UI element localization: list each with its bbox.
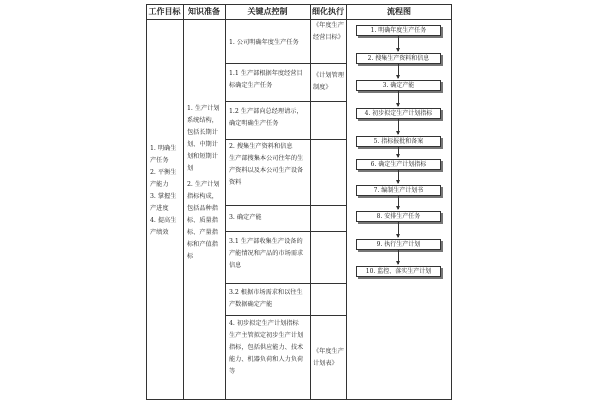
detail-doc: 《年度生产计划表》 <box>313 348 344 367</box>
flow-step: 2. 搜集生产资料和信息 <box>356 53 441 64</box>
flow-arrow <box>398 91 399 106</box>
key-point-3-2: 3.2 根据市场需求和以往生产数据确定产能 <box>229 289 303 308</box>
flow-arrow <box>398 196 399 209</box>
key-point-4: 4. 初步拟定生产计划指标 <box>229 320 299 327</box>
knowledge-item: 2. 生产计划指标构成，包括品种指标、质量指标、产量指标和产值指标 <box>187 181 220 260</box>
key-point-1-1: 1.1 生产部根据年度经营目标确定生产任务 <box>229 70 303 89</box>
row-divider <box>225 283 346 284</box>
key-point-1: 1. 公司明确年度生产任务 <box>229 39 299 46</box>
column-divider <box>346 4 347 400</box>
flow-step: 9. 执行生产计划 <box>356 239 441 250</box>
flow-arrow <box>398 222 399 237</box>
key-point-3-1: 3.1 生产部收集生产设备的产能情况和产品的市场需求信息 <box>229 238 304 269</box>
row-divider <box>225 101 346 102</box>
knowledge-item: 1. 生产计划系统结构，包括长期计划、中期计划和短期计划 <box>187 105 220 172</box>
flow-step: 7. 编制生产计划书 <box>356 185 441 196</box>
flow-arrow <box>398 250 399 264</box>
flow-step: 4. 初步拟定生产计划指标 <box>356 108 441 119</box>
key-point-1-2: 1.2 生产部向总经理请示，确定明确生产任务 <box>229 108 303 127</box>
key-point-2: 2. 搜集生产资料和信息 <box>229 143 293 150</box>
flow-step: 6. 确定生产计划指标 <box>356 159 441 170</box>
header-goal: 工作目标 <box>148 6 181 16</box>
goal-item: 1. 明确生产任务 <box>150 145 177 164</box>
flow-step: 8. 安排生产任务 <box>356 211 441 222</box>
flow-step: 1. 明确年度生产任务 <box>356 25 441 36</box>
flow-arrow <box>398 119 399 134</box>
flow-arrow <box>398 36 399 51</box>
key-point-3: 3. 确定产能 <box>229 214 262 221</box>
row-divider <box>225 315 346 316</box>
flow-step: 3. 确定产能 <box>356 80 441 91</box>
header-detail: 细化执行 <box>312 6 344 16</box>
header-key-points: 关键点控制 <box>247 6 288 16</box>
header-flow: 流程图 <box>387 6 411 16</box>
column-divider <box>183 4 184 400</box>
detail-doc: 《计划管理制度》 <box>313 72 344 91</box>
detail-doc: 《年度生产经营目标》 <box>313 22 344 41</box>
flow-arrow <box>398 64 399 78</box>
flow-step: 10. 监控、落实生产计划 <box>356 266 441 277</box>
header-knowledge: 知识准备 <box>188 6 220 16</box>
row-divider <box>225 205 346 206</box>
key-point-4-detail: 生产主管拟定初步生产计划指标，包括供应能力、技术能力、机器负荷和人力负荷等 <box>229 332 304 375</box>
key-point-2-detail: 生产部搜集本公司往年的生产资料以及本公司生产设备资料 <box>229 155 304 186</box>
header-divider <box>146 19 452 20</box>
goals-list <box>150 143 180 239</box>
row-divider <box>225 139 346 140</box>
goal-item: 3. 掌握生产进度 <box>150 193 177 212</box>
flow-arrow <box>398 170 399 183</box>
goal-item: 4. 提高生产绩效 <box>150 217 177 236</box>
goal-item: 2. 平衡生产能力 <box>150 169 177 188</box>
flow-step: 5. 指标报批和备案 <box>356 136 441 147</box>
row-divider <box>225 63 346 64</box>
row-divider <box>225 231 346 232</box>
knowledge-list <box>187 103 223 263</box>
flow-arrow <box>398 147 399 157</box>
